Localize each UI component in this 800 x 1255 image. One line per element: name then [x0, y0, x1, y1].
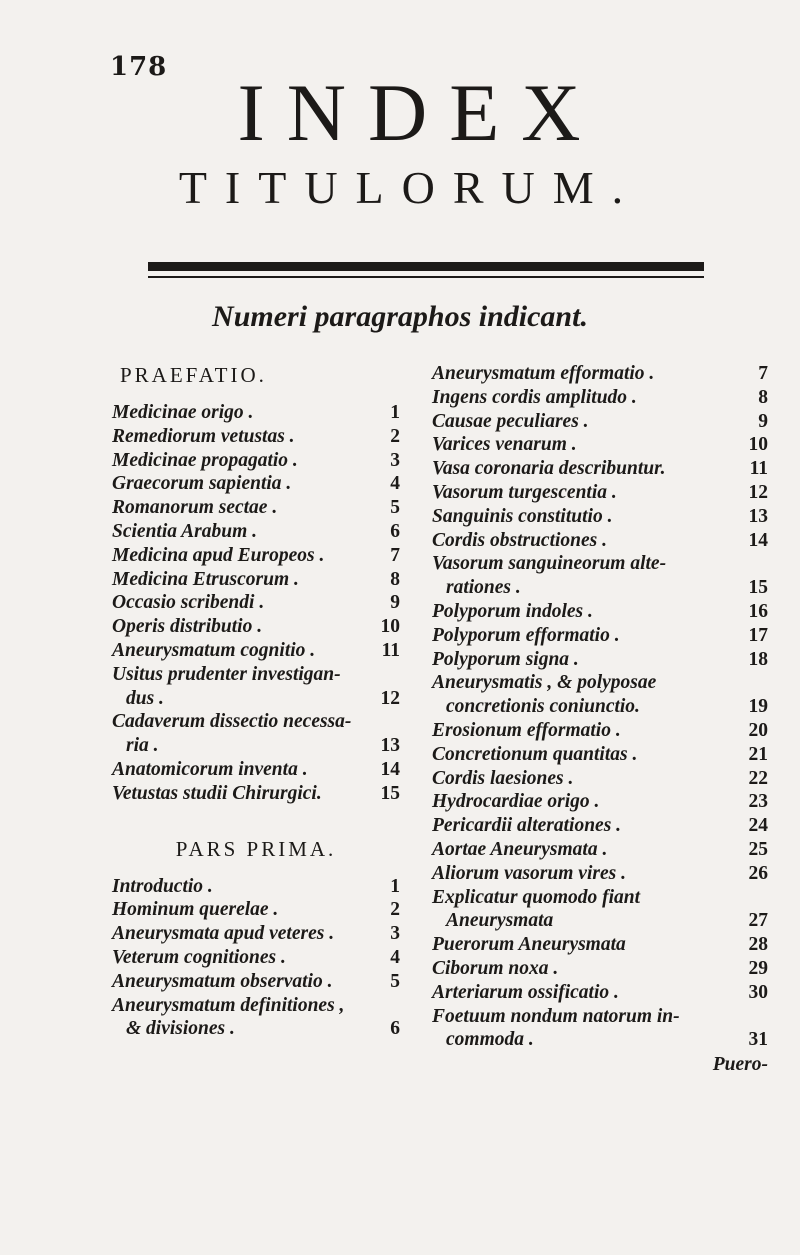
index-entry-title: Concretionum quantitas . — [432, 743, 638, 765]
index-entry-title: Veterum cognitiones . — [112, 946, 286, 968]
index-entry-title: Causae peculiares . — [432, 410, 589, 432]
index-entry — [112, 734, 400, 758]
index-entry — [432, 457, 768, 481]
index-entry — [112, 898, 400, 922]
index-entry — [432, 671, 768, 695]
index-entry-title: Medicinae propagatio . — [112, 449, 298, 471]
page-number: 178 — [110, 52, 168, 82]
index-entry — [432, 814, 768, 838]
index-entry — [112, 401, 400, 425]
index-entry-number: 7 — [390, 544, 400, 566]
right-column-list — [432, 362, 768, 1052]
index-title: INDEX — [237, 67, 603, 158]
index-entry — [432, 362, 768, 386]
right-column — [432, 362, 768, 1078]
index-entry — [112, 970, 400, 994]
index-entry — [112, 663, 400, 687]
index-entry — [432, 410, 768, 434]
index-entry — [432, 981, 768, 1005]
index-entry-title: Hominum querelae . — [112, 899, 279, 921]
index-entry — [112, 710, 400, 734]
index-entry — [432, 695, 768, 719]
index-entry-title: Vasa coronaria describuntur. — [432, 458, 666, 480]
index-entry-number: 21 — [748, 743, 768, 765]
index-entry-number: 31 — [748, 1029, 768, 1051]
index-entry — [112, 425, 400, 449]
index-entry — [432, 838, 768, 862]
index-entry-number: 6 — [390, 520, 400, 542]
ornamental-rule-thin — [148, 276, 704, 278]
index-entry-number: 11 — [381, 639, 400, 661]
index-entry-number: 11 — [749, 458, 768, 480]
index-entry-title: concretionis coniunctio. — [446, 696, 640, 718]
index-entry-number: 9 — [390, 592, 400, 614]
index-entry-number: 8 — [390, 568, 400, 590]
index-entry-number: 9 — [758, 410, 768, 432]
index-entry-title: Operis distributio . — [112, 616, 263, 638]
index-entry-title: Aneurysmatum cognitio . — [112, 639, 316, 661]
index-entry — [112, 591, 400, 615]
index-entry-number: 16 — [748, 600, 768, 622]
index-entry-title: Aliorum vasorum vires . — [432, 862, 626, 884]
index-entry-title: Aneurysmata apud veteres . — [112, 923, 335, 945]
index-entry — [432, 505, 768, 529]
index-entry-title: Aneurysmatum observatio . — [112, 970, 333, 992]
index-entry — [112, 639, 400, 663]
index-entry-number: 1 — [390, 875, 400, 897]
section-heading-praefatio: PRAEFATIO. — [120, 363, 267, 387]
index-entry — [112, 758, 400, 782]
index-entry-number: 2 — [390, 899, 400, 921]
index-entry — [432, 719, 768, 743]
index-entry-title: Aneurysmatis , & polyposae — [432, 672, 657, 694]
index-entry-number: 5 — [390, 970, 400, 992]
index-entry-title: Vetustas studii Chirurgici. — [112, 782, 322, 804]
index-entry-number: 23 — [748, 791, 768, 813]
pars-prima-list — [112, 875, 400, 1042]
catchword: Puero- — [712, 1054, 768, 1076]
index-entry-title: Medicina apud Europeos . — [112, 544, 325, 566]
index-entry-title: Hydrocardiae origo . — [432, 791, 600, 813]
index-entry — [112, 520, 400, 544]
index-entry-title: Occasio scribendi . — [112, 592, 265, 614]
ornamental-rule-thick — [148, 262, 704, 271]
index-entry — [432, 624, 768, 648]
index-entry-number: 4 — [390, 473, 400, 495]
index-entry — [432, 386, 768, 410]
index-entry-title: Scientia Arabum . — [112, 520, 258, 542]
index-entry-title: Medicina Etruscorum . — [112, 568, 299, 590]
index-entry — [432, 886, 768, 910]
index-entry — [432, 648, 768, 672]
index-entry-title: Puerorum Aneurysmata — [432, 934, 626, 956]
index-entry-number: 6 — [390, 1018, 400, 1040]
index-entry — [112, 875, 400, 899]
index-entry-title: Cordis laesiones . — [432, 767, 574, 789]
index-entry — [432, 600, 768, 624]
index-entry-number: 30 — [748, 981, 768, 1003]
index-entry — [112, 922, 400, 946]
left-column — [112, 362, 400, 1041]
index-entry-title: Aortae Aneurysmata . — [432, 838, 608, 860]
index-entry-title: Erosionum efformatio . — [432, 719, 621, 741]
index-entry-title: Medicinae origo . — [112, 402, 254, 423]
index-entry — [432, 790, 768, 814]
index-entry-number: 12 — [380, 687, 400, 709]
index-entry-title: Aneurysmatum efformatio . — [432, 363, 655, 384]
index-entry-number: 13 — [380, 735, 400, 757]
index-entry-number: 13 — [748, 505, 768, 527]
index-entry — [432, 1028, 768, 1052]
index-entry — [112, 544, 400, 568]
index-entry-number: 14 — [380, 758, 400, 780]
index-entry — [112, 782, 400, 806]
index-entry — [112, 1017, 400, 1041]
index-entry-number: 3 — [390, 449, 400, 471]
index-entry — [112, 449, 400, 473]
index-entry-title: commoda . — [446, 1029, 534, 1051]
index-entry — [432, 552, 768, 576]
index-entry-number: 29 — [748, 957, 768, 979]
index-entry-number: 8 — [758, 386, 768, 408]
index-entry-title: rationes . — [446, 577, 521, 599]
index-entry-number: 10 — [748, 434, 768, 456]
index-entry-title: Foetuum nondum natorum in- — [432, 1005, 680, 1027]
index-entry-number: 15 — [380, 782, 400, 804]
index-entry — [432, 933, 768, 957]
index-entry-title: Vasorum sanguineorum alte- — [432, 553, 667, 575]
index-entry — [432, 909, 768, 933]
index-entry-title: Anatomicorum inventa . — [112, 758, 308, 780]
index-entry — [112, 472, 400, 496]
index-entry — [432, 767, 768, 791]
index-entry-title: & divisiones . — [126, 1018, 235, 1040]
index-entry — [432, 1005, 768, 1029]
index-entry — [112, 687, 400, 711]
index-entry-number: 2 — [390, 425, 400, 447]
index-entry — [112, 615, 400, 639]
index-entry-title: Vasorum turgescentia . — [432, 481, 617, 503]
index-entry-title: Cadaverum dissectio necessa- — [112, 711, 352, 733]
index-entry-title: Ciborum noxa . — [432, 957, 559, 979]
index-entry-number: 28 — [748, 934, 768, 956]
index-entry-title: Polyporum signa . — [432, 648, 579, 670]
index-entry-number: 14 — [748, 529, 768, 551]
index-entry-number: 17 — [748, 624, 768, 646]
index-entry-number: 3 — [390, 923, 400, 945]
section-heading-pars-prima: PARS PRIMA. — [175, 836, 337, 861]
index-entry-title: Remediorum vetustas . — [112, 425, 295, 447]
index-entry — [112, 946, 400, 970]
index-entry-title: Pericardii alterationes . — [432, 815, 622, 837]
index-entry — [112, 994, 400, 1018]
index-entry — [432, 529, 768, 553]
index-entry-number: 26 — [748, 862, 768, 884]
index-entry-number: 24 — [748, 815, 768, 837]
index-entry-title: Ingens cordis amplitudo . — [432, 386, 637, 408]
index-entry-title: Explicatur quomodo fiant — [432, 886, 641, 908]
index-entry-title: Polyporum efformatio . — [432, 624, 620, 646]
index-entry — [432, 576, 768, 600]
index-entry-number: 25 — [748, 838, 768, 860]
index-entry-title: Graecorum sapientia . — [112, 473, 292, 495]
index-subtitle: TITULORUM. — [178, 162, 642, 213]
index-entry — [112, 496, 400, 520]
index-entry — [432, 957, 768, 981]
index-entry-number: 15 — [748, 577, 768, 599]
index-entry-title: Arteriarum ossificatio . — [432, 981, 619, 1003]
index-entry — [432, 743, 768, 767]
index-entry-number: 4 — [390, 946, 400, 968]
index-entry — [432, 433, 768, 457]
index-entry-title: Cordis obstructiones . — [432, 529, 607, 551]
praefatio-list — [112, 401, 400, 806]
index-entry-title: Polyporum indoles . — [432, 600, 593, 622]
index-entry-title: Sanguinis constitutio . — [432, 505, 613, 527]
index-entry-title: Aneurysmatum definitiones , — [112, 994, 345, 1016]
index-entry-number: 5 — [390, 497, 400, 519]
index-entry-number: 19 — [748, 696, 768, 718]
index-entry-number: 22 — [748, 767, 768, 789]
index-entry-title: Introductio . — [112, 875, 213, 897]
index-entry-title: dus . — [126, 687, 164, 709]
index-entry-title: Romanorum sectae . — [112, 497, 278, 519]
index-note: Numeri paragraphos indicant. — [212, 300, 588, 333]
index-entry-number: 7 — [758, 363, 768, 384]
index-entry — [432, 481, 768, 505]
index-entry-title: Varices venarum . — [432, 434, 577, 456]
index-entry-number: 18 — [748, 648, 768, 670]
index-entry — [112, 568, 400, 592]
index-entry-number: 1 — [390, 402, 400, 423]
index-entry-title: ria . — [126, 735, 159, 757]
index-entry-number: 12 — [748, 481, 768, 503]
index-entry-number: 27 — [748, 910, 768, 932]
index-entry — [432, 862, 768, 886]
index-entry-title: Usitus prudenter investigan- — [112, 663, 341, 685]
index-entry-number: 10 — [380, 616, 400, 638]
index-entry-number: 20 — [748, 719, 768, 741]
index-entry-title: Aneurysmata — [446, 910, 554, 932]
